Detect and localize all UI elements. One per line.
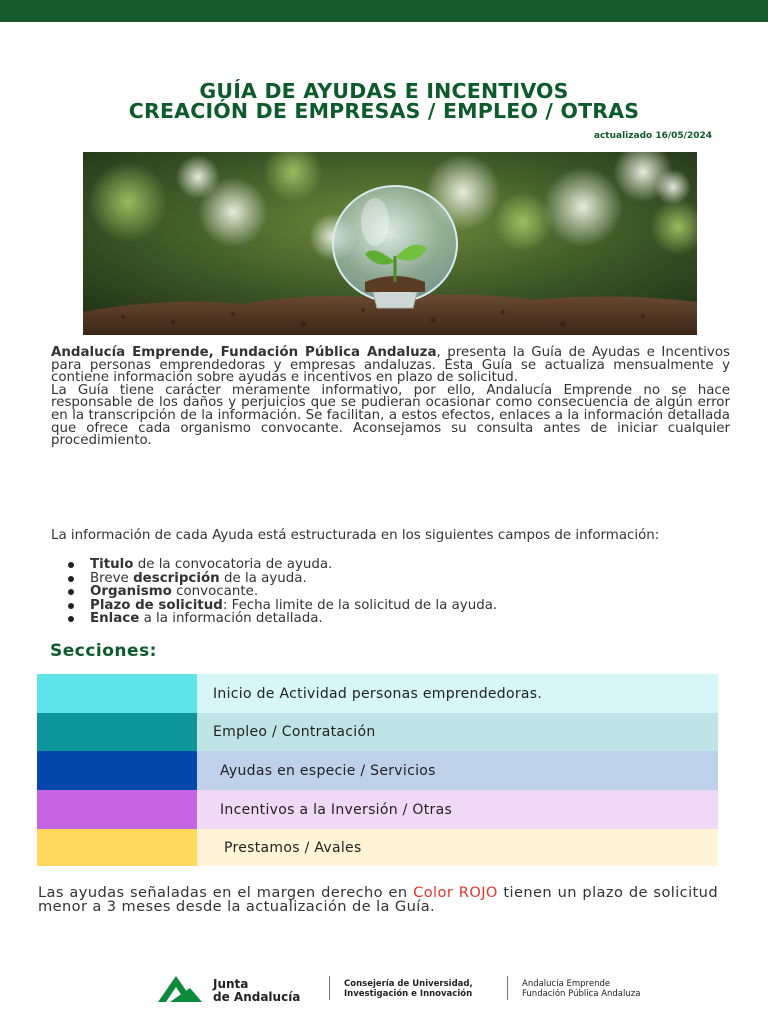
page-title-line2: CREACIÓN DE EMPRESAS / EMPLEO / OTRAS [128, 99, 640, 123]
section-row-ayudas-especie[interactable] [37, 751, 718, 790]
fields-list [68, 558, 497, 626]
page-title-line1: GUÍA DE AYUDAS E INCENTIVOS [199, 79, 569, 103]
intro-text-1: , presenta la Guía de Ayudas e Incentivos para personas emprendedoras y empresas andaluzas. Esta Guía se actualiza mensualmente y contiene información sobre ayudas e incentivos en plazo de solicitud. [51, 345, 730, 386]
red-highlight: Color ROJO [413, 884, 498, 901]
section-swatch [37, 713, 197, 751]
junta-andalucia-logo-icon [156, 974, 204, 1004]
section-swatch [37, 674, 197, 713]
footer-divider [507, 976, 508, 1000]
top-bar [0, 0, 768, 22]
fundacion-text: Andalucía Emprende Fundación Pública Andaluza [522, 979, 641, 999]
consejeria-text: Consejería de Universidad, Investigación e Innovación [344, 979, 473, 999]
intro-text-2: La Guía tiene carácter meramente informativo, por ello, Andalucía Emprende no se hace responsable de los daños y perjuicios que se pudieran ocasionar como consecuencia de algún error en la transcripción de la información. Se facilitan, a estos efectos, enlaces a la información detallada que ofrece cada organismo convocante. Aconsejamos su consulta antes de iniciar cualquier procedimiento. [51, 382, 730, 449]
sections-title: Secciones: [50, 641, 157, 661]
section-label: Prestamos / Avales [197, 829, 718, 866]
list-item: Organismo convocante. [68, 585, 497, 599]
section-label: Empleo / Contratación [197, 713, 718, 751]
section-row-incentivos[interactable] [37, 790, 718, 829]
footer-divider [329, 976, 330, 1000]
section-label: Incentivos a la Inversión / Otras [197, 790, 718, 829]
footer [0, 970, 768, 1010]
section-swatch [37, 790, 197, 829]
section-label: Ayudas en especie / Servicios [197, 751, 718, 790]
section-swatch [37, 829, 197, 866]
list-item: Enlace a la información detallada. [68, 612, 497, 626]
intro-org: Andalucía Emprende, Fundación Pública Andaluza [51, 345, 437, 360]
red-color-note: Las ayudas señaladas en el margen derecho en Color ROJO tienen un plazo de solicitud menor a 3 meses desde la actualización de la Guía. [38, 884, 718, 915]
section-swatch [37, 751, 197, 790]
intro-text [51, 347, 730, 448]
section-row-prestamos[interactable] [37, 829, 718, 866]
fields-lead: La información de cada Ayuda está estructurada en los siguientes campos de información: [51, 528, 660, 543]
list-item: Breve descripción de la ayuda. [68, 572, 497, 586]
section-row-empleo[interactable] [37, 713, 718, 751]
list-item: Titulo de la convocatoria de ayuda. [68, 558, 497, 572]
section-row-inicio-actividad[interactable] [37, 674, 718, 713]
list-item: Plazo de solicitud: Fecha limite de la solicitud de la ayuda. [68, 599, 497, 613]
hero-image-lightbulb [83, 152, 697, 335]
junta-andalucia-logo-text: Junta de Andalucía [213, 977, 301, 1004]
updated-date: actualizado 16/05/2024 [593, 131, 712, 141]
section-label: Inicio de Actividad personas emprendedoras. [197, 674, 718, 713]
